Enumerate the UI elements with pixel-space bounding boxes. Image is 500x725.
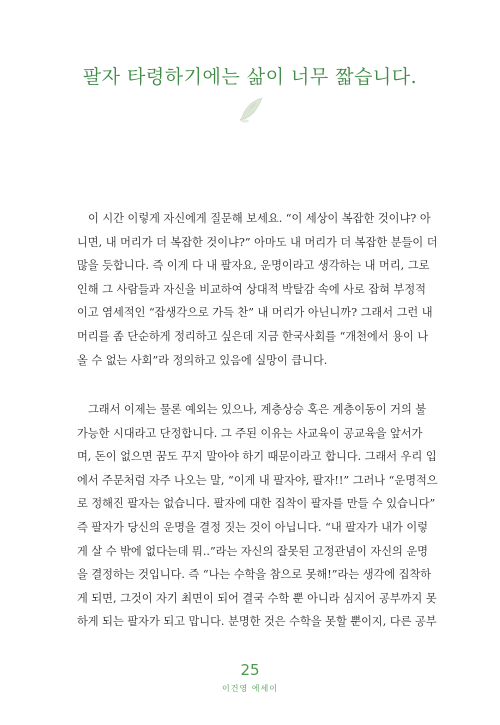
body-paragraph-1: [77, 207, 438, 372]
text-line: 가능한 시대라고 단정합니다. 그 주된 이유는 사교육이 공교육을 앞서가: [77, 426, 423, 440]
book-footer-author: 이건영 에세이: [222, 684, 278, 693]
chapter-title: 팔자 타령하기에는 삶이 너무 짧습니다.: [82, 66, 418, 88]
text-line: 그래서 이제는 물론 예외는 있으나, 계층상승 혹은 계층이동이 거의 불: [88, 403, 427, 416]
text-line: 인해 그 사람들과 자신을 비교하여 상대적 박탈감 속에 사로 잡혀 부정적: [77, 282, 426, 296]
text-line: 즉 팔자가 당신의 운명을 결정 짓는 것이 아닙니다. “내 팔자가 내가 이렇: [77, 520, 428, 534]
text-line: 머리를 좀 단순하게 정리하고 싶은데 지금 한국사회를 “개천에서 용이 나: [77, 329, 429, 343]
text-line: 하게 되는 팔자가 되고 맙니다. 분명한 것은 수학을 못할 뿐이지, 다른 공부: [77, 615, 437, 629]
body-paragraph-2: [77, 398, 438, 634]
text-line: 며, 돈이 없으면 꿈도 꾸지 말아야 하기 때문이라고 합니다. 그래서 우리 입: [77, 450, 437, 464]
text-line: 니면, 내 머리가 더 복잡한 것이냐?” 아마도 내 머리가 더 복잡한 분들이 더: [77, 235, 438, 249]
page-number: 25: [240, 661, 260, 679]
text-line: 올 수 없는 사회”라 정의하고 있음에 실망이 큽니다.: [77, 353, 328, 367]
text-line: 많을 듯합니다. 즉 이게 다 내 팔자요, 운명이라고 생각하는 내 머리, 그로: [77, 259, 430, 273]
feather-quill-icon: [232, 95, 268, 125]
text-line: 에서 주문처럼 자주 나오는 말, “이게 내 팔자야, 팔자!!” 그러나 “운명적으: [77, 473, 438, 487]
text-line: 로 정해진 팔자는 없습니다. 팔자에 대한 집착이 팔자를 만들 수 있습니다”: [77, 497, 436, 511]
text-line: 이고 염세적인 “잡생각으로 가득 찬” 내 머리가 아닌니까? 그래서 그런 내: [77, 306, 433, 320]
text-line: 을 결정하는 것입니다. 즉 “나는 수학을 참으로 못해!”라는 생각에 집착하: [77, 568, 432, 582]
text-line: 이 시간 이렇게 자신에게 질문해 보세요. “이 세상이 복잡한 것이냐? 아: [88, 212, 431, 225]
text-line: 게 되면, 그것이 자기 최면이 되어 결국 수학 뿐 아니라 심지어 공부까지 못: [77, 591, 437, 605]
text-line: 게 살 수 밖에 없다는데 뭐..”라는 자신의 잘못된 고정관념이 자신의 운명: [77, 544, 428, 558]
